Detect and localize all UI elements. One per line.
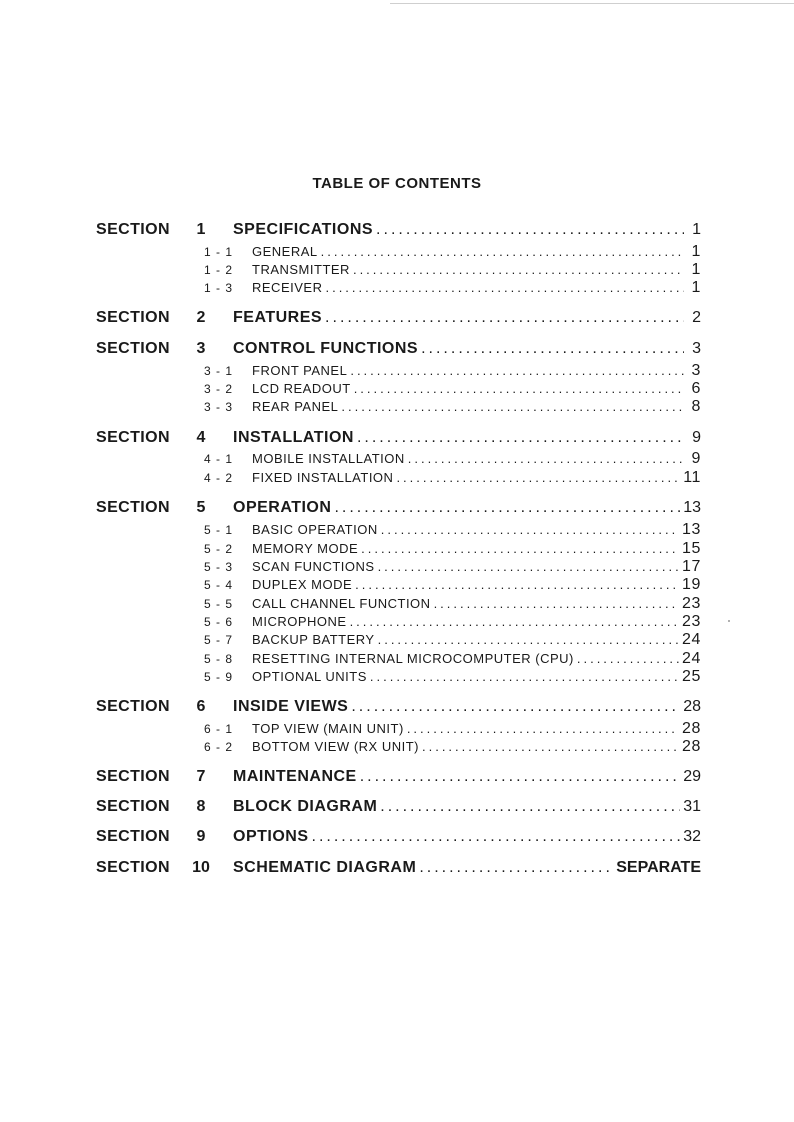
toc-subsection-row[interactable] <box>0 558 794 576</box>
toc-section-row[interactable] <box>0 696 794 718</box>
section-label: SECTION <box>96 798 170 815</box>
subsection-title: TRANSMITTER <box>252 262 350 277</box>
subsection-number: 5 - 5 <box>204 597 234 611</box>
leader-dots <box>354 380 684 398</box>
subsection-page: 3 <box>691 362 701 379</box>
subsection-number: 5 - 6 <box>204 615 234 629</box>
section-page: 9 <box>692 429 701 446</box>
subsection-title: CALL CHANNEL FUNCTION <box>252 596 431 611</box>
subsection-page: 19 <box>682 576 701 593</box>
subsection-page: 24 <box>682 650 701 667</box>
section-number: 5 <box>196 499 206 516</box>
subsection-number: 5 - 9 <box>204 670 234 684</box>
toc-subsection-row[interactable] <box>0 398 794 416</box>
leader-dots <box>407 720 679 738</box>
section-title: BLOCK DIAGRAM <box>233 798 378 815</box>
leader-dots <box>370 668 679 686</box>
subsection-page: 1 <box>691 261 701 278</box>
section-title: MAINTENANCE <box>233 768 357 785</box>
section-page: SEPARATE <box>616 859 701 876</box>
leader-dots <box>361 540 679 558</box>
subsection-page: 13 <box>682 521 701 538</box>
subsection-number: 5 - 1 <box>204 523 234 537</box>
section-label: SECTION <box>96 828 170 845</box>
subsection-number: 1 - 3 <box>204 281 234 295</box>
subsection-page: 25 <box>682 668 701 685</box>
subsection-title: SCAN FUNCTIONS <box>252 559 375 574</box>
section-title: OPTIONS <box>233 828 309 845</box>
section-title: SCHEMATIC DIAGRAM <box>233 859 417 876</box>
toc-subsection-row[interactable] <box>0 613 794 631</box>
leader-dots <box>422 738 679 756</box>
subsection-page: 23 <box>682 595 701 612</box>
leader-dots <box>360 766 680 788</box>
toc-subsection-row[interactable] <box>0 521 794 539</box>
toc-subsection-row[interactable] <box>0 243 794 261</box>
toc-section-row[interactable] <box>0 766 794 788</box>
toc-section-row[interactable] <box>0 857 794 879</box>
toc-section-row[interactable] <box>0 307 794 329</box>
section-number: 2 <box>196 309 206 326</box>
section-number: 8 <box>196 798 206 815</box>
toc-section-row[interactable] <box>0 219 794 241</box>
leader-dots <box>378 631 679 649</box>
toc-subsection-row[interactable] <box>0 595 794 613</box>
subsection-page: 6 <box>691 380 701 397</box>
section-page: 31 <box>683 798 701 815</box>
subsection-title: FRONT PANEL <box>252 363 348 378</box>
subsection-number: 5 - 2 <box>204 542 234 556</box>
section-number: 1 <box>196 221 206 238</box>
subsection-page: 1 <box>691 279 701 296</box>
toc-subsection-row[interactable] <box>0 738 794 756</box>
subsection-title: LCD READOUT <box>252 381 351 396</box>
subsection-title: RECEIVER <box>252 280 323 295</box>
toc-subsection-row[interactable] <box>0 540 794 558</box>
subsection-title: TOP VIEW (MAIN UNIT) <box>252 721 404 736</box>
subsection-page: 1 <box>691 243 701 260</box>
toc-section-row[interactable] <box>0 338 794 360</box>
leader-dots <box>355 576 679 594</box>
leader-dots <box>380 796 680 818</box>
leader-dots <box>350 362 684 380</box>
subsection-page: 23 <box>682 613 701 630</box>
toc-subsection-row[interactable] <box>0 279 794 297</box>
section-label: SECTION <box>96 429 170 446</box>
section-number: 3 <box>196 340 206 357</box>
section-page: 2 <box>692 309 701 326</box>
subsection-title: DUPLEX MODE <box>252 577 353 592</box>
leader-dots <box>325 307 684 329</box>
subsection-page: 9 <box>691 450 701 467</box>
subsection-number: 1 - 2 <box>204 263 234 277</box>
toc-subsection-row[interactable] <box>0 469 794 487</box>
leader-dots <box>350 613 679 631</box>
subsection-title: FIXED INSTALLATION <box>252 470 394 485</box>
subsection-title: BASIC OPERATION <box>252 522 378 537</box>
toc-subsection-row[interactable] <box>0 720 794 738</box>
subsection-number: 1 - 1 <box>204 245 234 259</box>
subsection-number: 3 - 1 <box>204 364 234 378</box>
section-label: SECTION <box>96 221 170 238</box>
subsection-number: 4 - 1 <box>204 452 234 466</box>
section-number: 10 <box>192 859 210 876</box>
toc-subsection-row[interactable] <box>0 668 794 686</box>
subsection-number: 6 - 1 <box>204 722 234 736</box>
section-label: SECTION <box>96 698 170 715</box>
section-page: 32 <box>683 828 701 845</box>
scan-speck <box>728 620 730 622</box>
subsection-page: 28 <box>682 738 701 755</box>
toc-subsection-row[interactable] <box>0 650 794 668</box>
subsection-number: 5 - 3 <box>204 560 234 574</box>
page-title: TABLE OF CONTENTS <box>312 175 482 192</box>
section-page: 29 <box>683 768 701 785</box>
toc-section-row[interactable] <box>0 427 794 449</box>
subsection-number: 4 - 2 <box>204 471 234 485</box>
toc-subsection-row[interactable] <box>0 450 794 468</box>
subsection-title: BACKUP BATTERY <box>252 632 375 647</box>
subsection-number: 5 - 7 <box>204 633 234 647</box>
leader-dots <box>419 857 613 879</box>
section-title: INSIDE VIEWS <box>233 698 349 715</box>
leader-dots <box>396 469 680 487</box>
subsection-page: 17 <box>682 558 701 575</box>
subsection-title: MEMORY MODE <box>252 541 359 556</box>
section-title: OPERATION <box>233 499 332 516</box>
section-label: SECTION <box>96 768 170 785</box>
section-title: CONTROL FUNCTIONS <box>233 340 419 357</box>
section-number: 4 <box>196 429 206 446</box>
leader-dots <box>325 279 684 297</box>
leader-dots <box>321 243 684 261</box>
subsection-page: 15 <box>682 540 701 557</box>
subsection-title: BOTTOM VIEW (RX UNIT) <box>252 739 419 754</box>
toc-subsection-row[interactable] <box>0 261 794 279</box>
subsection-title: MOBILE INSTALLATION <box>252 451 405 466</box>
toc-subsection-row[interactable] <box>0 576 794 594</box>
section-label: SECTION <box>96 340 170 357</box>
toc-subsection-row[interactable] <box>0 631 794 649</box>
subsection-page: 8 <box>691 398 701 415</box>
subsection-page: 24 <box>682 631 701 648</box>
leader-dots <box>577 650 679 668</box>
subsection-number: 3 - 2 <box>204 382 234 396</box>
section-title: FEATURES <box>233 309 323 326</box>
leader-dots <box>376 219 684 241</box>
subsection-title: OPTIONAL UNITS <box>252 669 367 684</box>
leader-dots <box>334 497 680 519</box>
toc-subsection-row[interactable] <box>0 362 794 380</box>
toc-section-row[interactable] <box>0 826 794 848</box>
subsection-title: RESETTING INTERNAL MICROCOMPUTER (CPU) <box>252 651 574 666</box>
section-label: SECTION <box>96 499 170 516</box>
subsection-title: MICROPHONE <box>252 614 347 629</box>
subsection-page: 11 <box>683 469 701 486</box>
leader-dots <box>421 338 684 360</box>
section-number: 7 <box>196 768 206 785</box>
section-label: SECTION <box>96 859 170 876</box>
leader-dots <box>357 427 684 449</box>
toc-section-row[interactable] <box>0 796 794 818</box>
section-number: 6 <box>196 698 206 715</box>
section-page: 3 <box>692 340 701 357</box>
toc-subsection-row[interactable] <box>0 380 794 398</box>
leader-dots <box>378 558 679 576</box>
leader-dots <box>351 696 680 718</box>
subsection-number: 5 - 4 <box>204 578 234 592</box>
section-page: 13 <box>683 499 701 516</box>
section-label: SECTION <box>96 309 170 326</box>
subsection-number: 6 - 2 <box>204 740 234 754</box>
leader-dots <box>341 398 684 416</box>
toc-section-row[interactable] <box>0 497 794 519</box>
subsection-title: REAR PANEL <box>252 399 339 414</box>
section-page: 1 <box>692 221 701 238</box>
subsection-number: 5 - 8 <box>204 652 234 666</box>
leader-dots <box>434 595 679 613</box>
top-rule <box>390 3 794 4</box>
subsection-number: 3 - 3 <box>204 400 234 414</box>
leader-dots <box>381 521 679 539</box>
section-title: SPECIFICATIONS <box>233 221 374 238</box>
leader-dots <box>353 261 684 279</box>
subsection-title: GENERAL <box>252 244 318 259</box>
leader-dots <box>312 826 681 848</box>
subsection-page: 28 <box>682 720 701 737</box>
section-title: INSTALLATION <box>233 429 354 446</box>
leader-dots <box>408 450 684 468</box>
section-number: 9 <box>196 828 206 845</box>
section-page: 28 <box>683 698 701 715</box>
